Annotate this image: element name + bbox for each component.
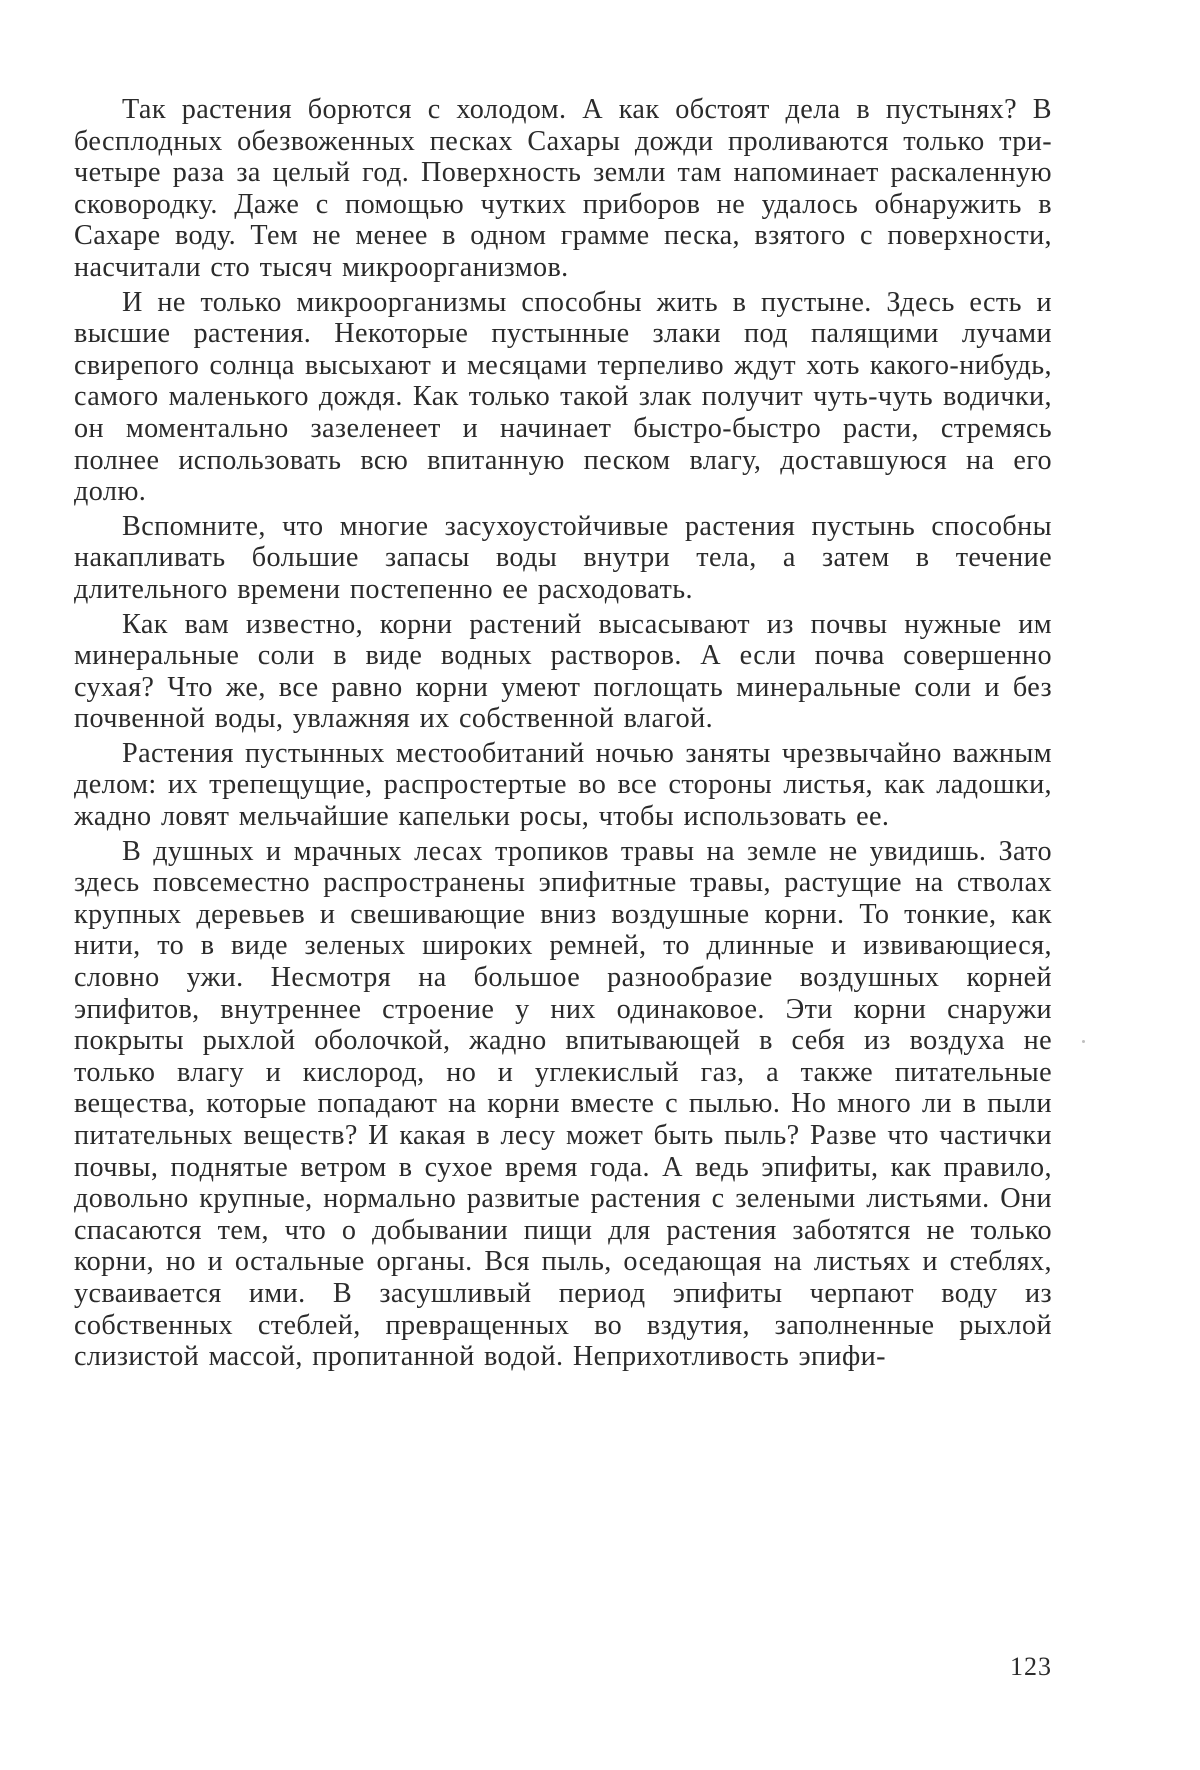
paragraph-4: Как вам известно, корни растений высасывают из почвы нужные им минеральные соли в виде водных растворов. А если почва совершенно сухая? Что же, все равно корни умеют поглощать минеральные соли и без почвенной воды, увлажняя их собственной влагой. xyxy=(74,608,1052,735)
paragraph-6: В душных и мрачных лесах тропиков травы на земле не увидишь. Зато здесь повсеместно распространены эпифитные травы, растущие на стволах крупных деревьев и свешивающие вниз воздушные корни. То тонкие, как нити, то в виде зеленых широких ремней, то длинные и извивающиеся, словно ужи. Несмотря на большое разнообразие воздушных корней эпифитов, внутреннее строение у них одинаковое. Эти корни снаружи покрыты рыхлой оболочкой, жадно впитывающей в себя из воздуха не только влагу и кислород, но и углекислый газ, а также питательные вещества, которые попадают на корни вместе с пылью. Но много ли в пыли питательных веществ? И какая в лесу может быть пыль? Разве что частички почвы, поднятые ветром в сухое время года. А ведь эпифиты, как правило, довольно крупные, нормально развитые растения с зелеными листьями. Они спасаются тем, что о добывании пищи для растения заботятся не только корни, но и остальные органы. Вся пыль, оседающая на листьях и стеблях, усваивается ими. В засушливый период эпифиты черпают воду из собственных стеблей, превращенных во вздутия, заполненные рыхлой слизистой массой, пропитанной водой. Неприхотливость эпифи- xyxy=(74,835,1052,1373)
paragraph-5: Растения пустынных местообитаний ночью заняты чрезвычайно важным делом: их трепещущие, распростертые во все стороны листья, как ладошки, жадно ловят мельчайшие капельки росы, чтобы использовать ее. xyxy=(74,737,1052,833)
page-number: 123 xyxy=(1010,1652,1052,1681)
scan-speck xyxy=(1082,1040,1085,1043)
paragraph-3: Вспомните, что многие засухоустойчивые растения пустынь способны накапливать большие запасы воды внутри тела, а затем в течение длительного времени постепенно ее расходовать. xyxy=(74,510,1052,605)
body-text xyxy=(74,94,1052,1376)
paragraph-1: Так растения борются с холодом. А как обстоят дела в пустынях? В бесплодных обезвоженных песках Сахары дожди проливаются только три-четыре раза за целый год. Поверхность земли там напоминает раскаленную сковородку. Даже с помощью чутких приборов не удалось обнаружить в Сахаре воду. Тем не менее в одном грамме песка, взятого с поверхности, насчитали сто тысяч микроорганизмов. xyxy=(74,94,1052,283)
paragraph-2: И не только микроорганизмы способны жить в пустыне. Здесь есть и высшие растения. Некоторые пустынные злаки под палящими лучами свирепого солнца высыхают и месяцами терпеливо ждут хоть какого-нибудь, самого маленького дождя. Как только такой злак получит чуть-чуть водички, он моментально зазеленеет и начинает быстро-быстро расти, стремясь полнее использовать всю впитанную песком влагу, доставшуюся на его долю. xyxy=(74,286,1052,508)
